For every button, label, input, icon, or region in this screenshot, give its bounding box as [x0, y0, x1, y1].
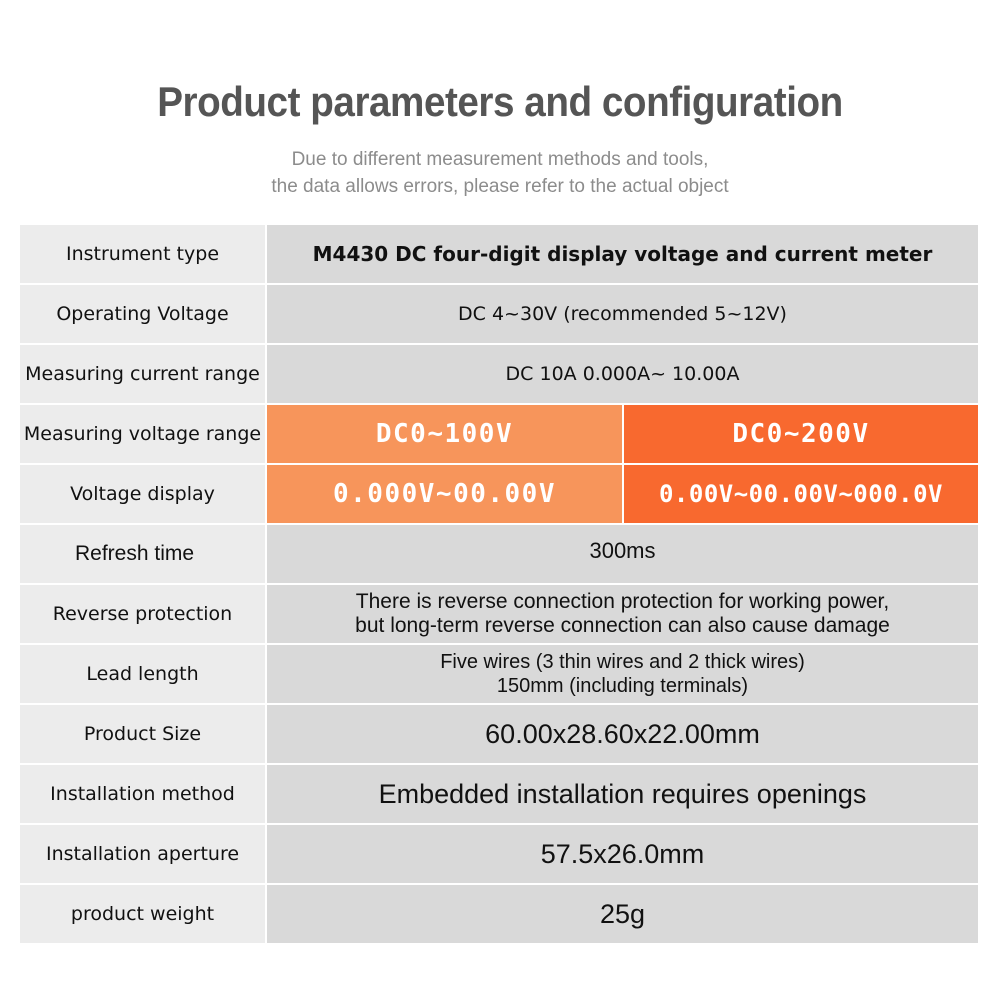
value-voltage-display-100v: 0.000V~00.00V	[267, 465, 622, 523]
value-current-range: DC 10A 0.000A~ 10.00A	[267, 345, 978, 403]
label-voltage-range: Measuring voltage range	[20, 405, 265, 463]
row-voltage-range	[20, 405, 978, 463]
row-lead-length	[20, 645, 978, 703]
label-installation-method: Installation method	[20, 765, 265, 823]
value-voltage-display-200v: 0.00V~00.00V~000.0V	[624, 465, 978, 523]
row-current-range	[20, 345, 978, 403]
label-lead-length: Lead length	[20, 645, 265, 703]
lead-length-line-2: 150mm (including terminals)	[496, 675, 749, 697]
reverse-protection-line-2: but long-term reverse connection can also cause damage	[355, 614, 890, 637]
label-reverse-protection: Reverse protection	[20, 585, 265, 643]
row-voltage-display	[20, 465, 978, 523]
value-voltage-range-100v: DC0~100V	[267, 405, 622, 463]
value-reverse-protection	[267, 585, 978, 643]
subtitle-line-2: the data allows errors, please refer to the actual object	[271, 176, 729, 197]
parameters-table	[20, 225, 978, 945]
row-instrument-type	[20, 225, 978, 283]
label-refresh-time: Refresh time	[20, 525, 265, 583]
value-operating-voltage: DC 4~30V (recommended 5~12V)	[267, 285, 978, 343]
label-instrument-type: Instrument type	[20, 225, 265, 283]
value-refresh-time: 300ms	[267, 525, 978, 583]
voltage-range-values	[267, 405, 978, 463]
label-product-weight: product weight	[20, 885, 265, 943]
voltage-display-values	[267, 465, 978, 523]
page-title: Product parameters and configuration	[157, 78, 843, 125]
value-lead-length	[267, 645, 978, 703]
row-reverse-protection	[20, 585, 978, 643]
page-subtitle	[0, 146, 1000, 200]
row-operating-voltage	[20, 285, 978, 343]
value-instrument-type: M4430 DC four-digit display voltage and current meter	[267, 225, 978, 283]
value-installation-method: Embedded installation requires openings	[267, 765, 978, 823]
row-refresh-time	[20, 525, 978, 583]
value-voltage-range-200v: DC0~200V	[624, 405, 978, 463]
label-installation-aperture: Installation aperture	[20, 825, 265, 883]
label-current-range: Measuring current range	[20, 345, 265, 403]
value-product-weight: 25g	[267, 885, 978, 943]
row-product-size	[20, 705, 978, 763]
label-voltage-display: Voltage display	[20, 465, 265, 523]
value-installation-aperture: 57.5x26.0mm	[267, 825, 978, 883]
label-product-size: Product Size	[20, 705, 265, 763]
lead-length-line-1: Five wires (3 thin wires and 2 thick wires)	[440, 651, 805, 673]
row-installation-method	[20, 765, 978, 823]
subtitle-line-1: Due to different measurement methods and tools,	[291, 149, 709, 170]
row-product-weight	[20, 885, 978, 943]
label-operating-voltage: Operating Voltage	[20, 285, 265, 343]
value-product-size: 60.00x28.60x22.00mm	[267, 705, 978, 763]
row-installation-aperture	[20, 825, 978, 883]
reverse-protection-line-1: There is reverse connection protection for working power,	[355, 590, 890, 613]
